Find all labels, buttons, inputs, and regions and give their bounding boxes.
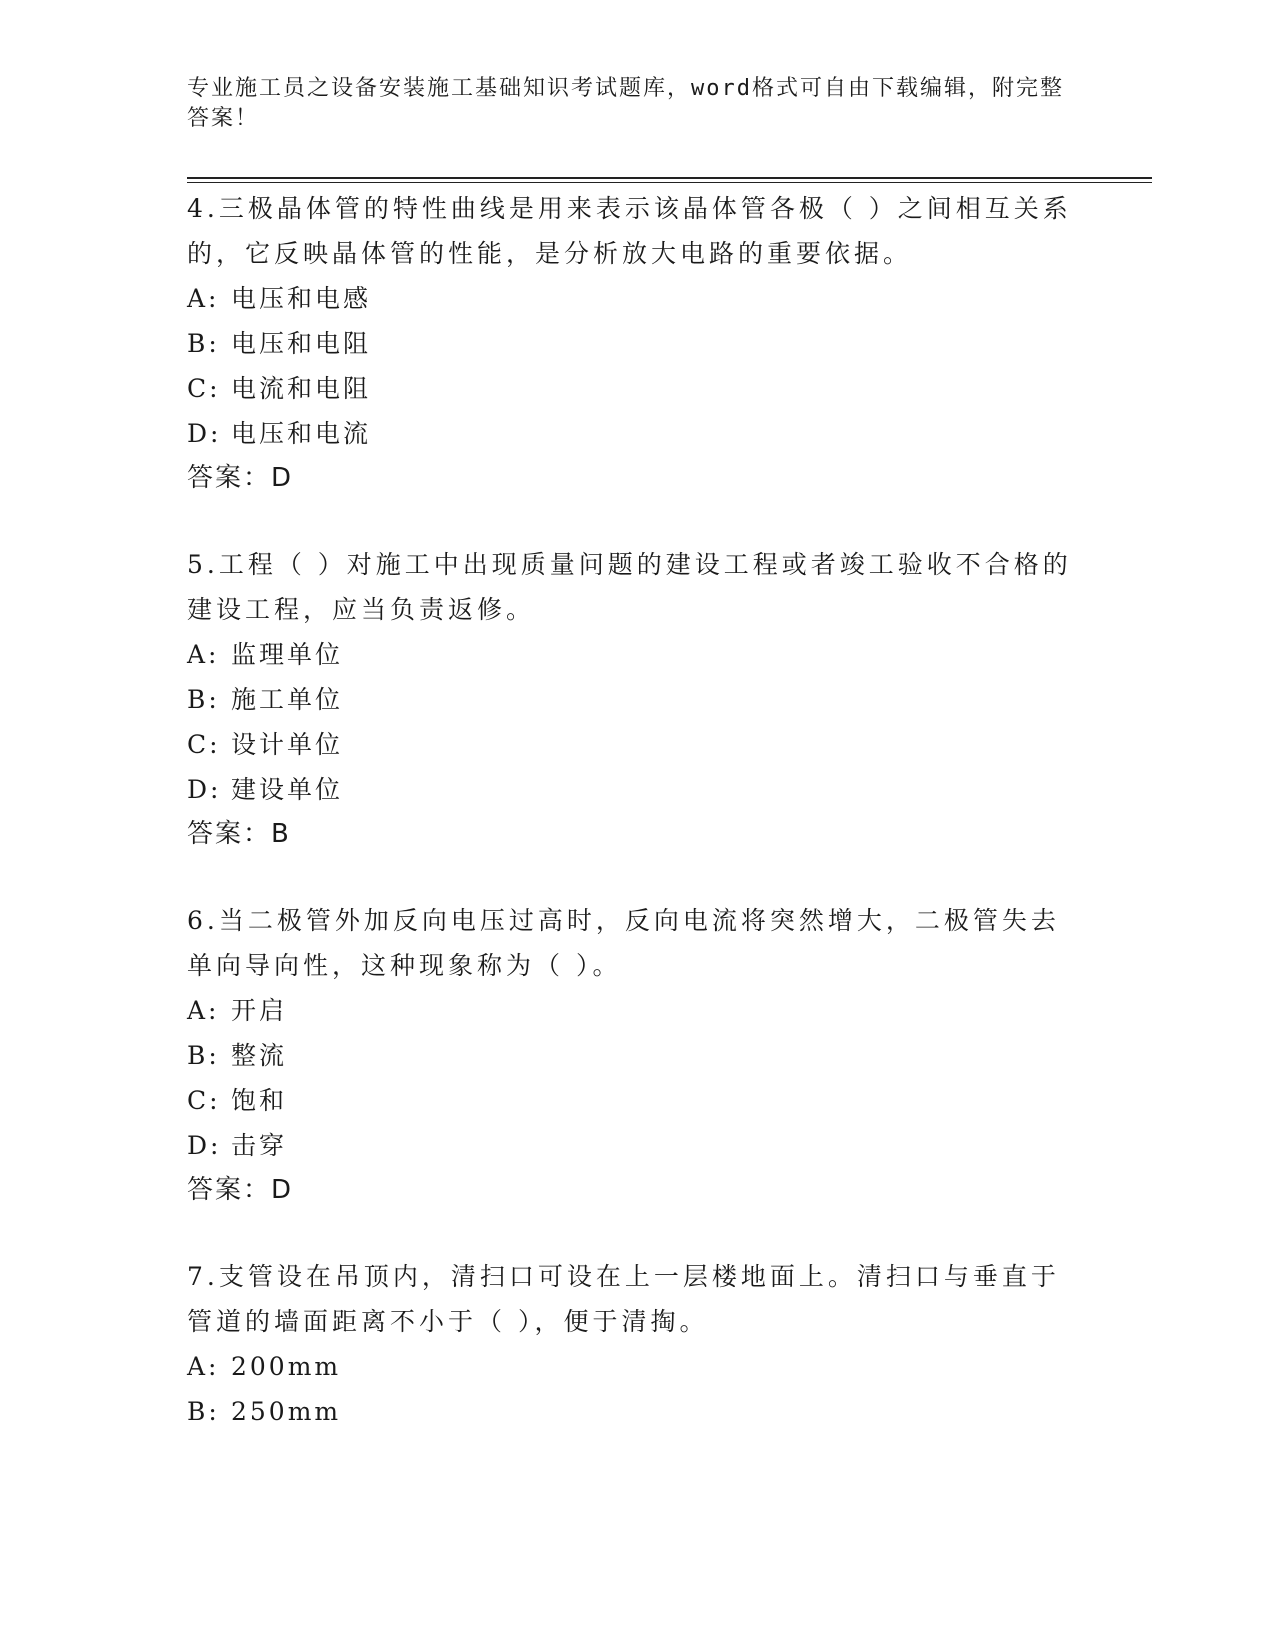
header-divider-thin: [187, 182, 1152, 183]
option-text: 击穿: [231, 1131, 288, 1160]
question-stem: 5.工程（ ）对施工中出现质量问题的建设工程或者竣工验收不合格的建设工程，应当负责返修。: [187, 550, 1072, 624]
option-d: [187, 767, 1087, 812]
option-c: [187, 1078, 1087, 1123]
option-text: 开启: [231, 996, 288, 1025]
option-text: 设计单位: [231, 730, 344, 759]
option-d: [187, 411, 1087, 456]
option-letter: A:: [187, 284, 220, 313]
option-a: [187, 988, 1087, 1033]
question-stem: 4.三极晶体管的特性曲线是用来表示该晶体管各极（ ）之间相互关系的，它反映晶体管的性能，是分析放大电路的重要依据。: [187, 194, 1072, 268]
option-letter: D:: [187, 419, 222, 448]
option-text: 电压和电感: [231, 284, 372, 313]
option-text: 施工单位: [231, 685, 344, 714]
option-a: [187, 276, 1087, 321]
question-stem: 6.当二极管外加反向电压过高时，反向电流将突然增大，二极管失去单向导向性，这种现象称为（ ）。: [187, 906, 1060, 980]
option-text: 整流: [231, 1041, 288, 1070]
option-a: [187, 632, 1087, 677]
option-letter: D:: [187, 1131, 222, 1160]
option-c: [187, 366, 1087, 411]
header-divider: [187, 177, 1152, 179]
option-letter: A:: [187, 996, 220, 1025]
option-c: [187, 722, 1087, 767]
option-letter: D:: [187, 775, 222, 804]
option-a: [187, 1344, 1087, 1389]
option-b: [187, 677, 1087, 722]
option-text: 250mm: [231, 1397, 342, 1426]
question-4: [187, 186, 1087, 501]
question-stem: 7.支管设在吊顶内，清扫口可设在上一层楼地面上。清扫口与垂直于管道的墙面距离不小于（ ），便于清掏。: [187, 1262, 1060, 1336]
option-letter: A:: [187, 640, 220, 669]
option-b: [187, 1389, 1087, 1434]
option-text: 电压和电阻: [231, 329, 372, 358]
option-letter: B:: [187, 1397, 220, 1426]
option-text: 200mm: [231, 1352, 342, 1381]
answer: 答案：B: [187, 819, 291, 849]
option-b: [187, 1033, 1087, 1078]
answer: 答案：D: [187, 463, 294, 493]
option-d: [187, 1123, 1087, 1168]
option-letter: B:: [187, 685, 220, 714]
option-text: 饱和: [231, 1086, 288, 1115]
question-7: [187, 1254, 1087, 1434]
option-text: 电压和电流: [231, 419, 372, 448]
question-5: [187, 542, 1087, 857]
document-header: 专业施工员之设备安装施工基础知识考试题库，word格式可自由下载编辑，附完整答案！: [187, 76, 1064, 131]
option-letter: C:: [187, 730, 221, 759]
option-letter: B:: [187, 329, 220, 358]
option-letter: C:: [187, 1086, 221, 1115]
option-b: [187, 321, 1087, 366]
answer: 答案：D: [187, 1175, 294, 1205]
option-text: 建设单位: [231, 775, 344, 804]
option-letter: A:: [187, 1352, 220, 1381]
option-text: 电流和电阻: [231, 374, 372, 403]
option-letter: C:: [187, 374, 221, 403]
option-letter: B:: [187, 1041, 220, 1070]
option-text: 监理单位: [231, 640, 344, 669]
question-6: [187, 898, 1087, 1213]
